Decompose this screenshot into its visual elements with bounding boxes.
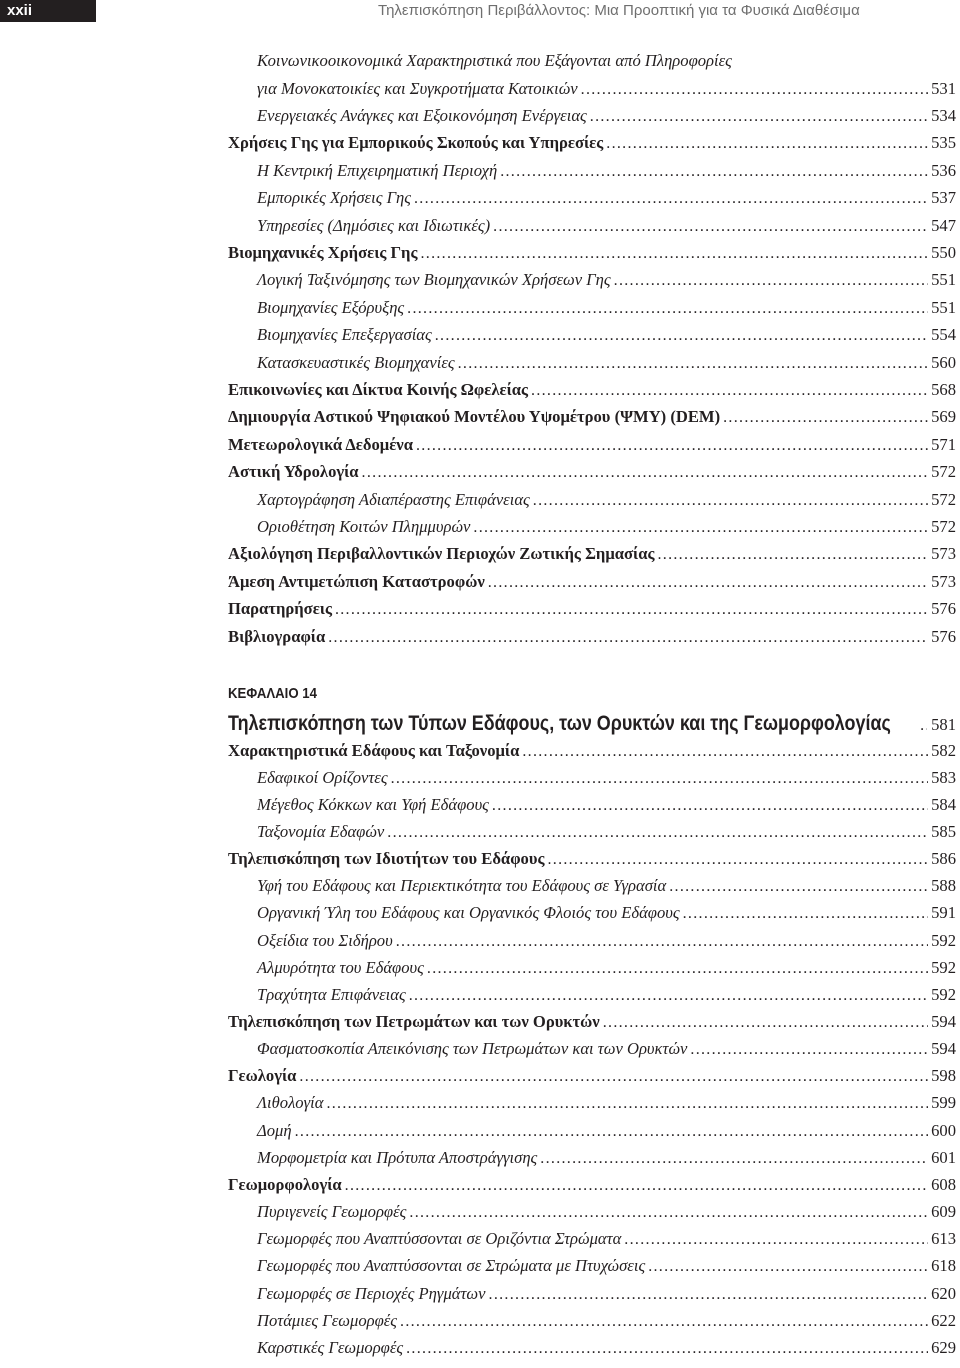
toc-entry	[228, 1010, 956, 1034]
toc-entry-title: Η Κεντρική Επιχειρηματική Περιοχή	[257, 160, 498, 180]
leader-dots	[458, 352, 929, 376]
toc-entry-title: Αξιολόγηση Περιβαλλοντικών Περιοχών Ζωτικής Σημασίας	[228, 544, 655, 564]
toc-entry-title: Υφή του Εδάφους και Περιεκτικότητα του Εδάφους σε Υγρασία	[257, 876, 667, 896]
chapter-title: Τηλεπισκόπηση των Τύπων Εδάφους, των Ορυκτών και της Γεωμορφολογίας	[228, 712, 891, 735]
toc-entry	[257, 351, 956, 375]
toc-entry-title: Τραχύτητα Επιφάνειας	[257, 984, 406, 1004]
toc-entry-page: 572	[931, 489, 956, 509]
leader-dots	[606, 132, 928, 156]
toc-entry-title: Φασματοσκοπία Απεικόνισης των Πετρωμάτων και των Ορυκτών	[257, 1039, 688, 1059]
toc-entry-page: 588	[931, 876, 956, 896]
toc-entry-page: 594	[931, 1039, 956, 1059]
leader-dots	[391, 767, 929, 791]
toc-entry-title: Ενεργειακές Ανάγκες και Εξοικονόμηση Ενέργειας	[257, 105, 587, 125]
toc-entry	[257, 1119, 956, 1143]
toc-entry	[228, 460, 956, 484]
toc-entry-title: Επικοινωνίες και Δίκτυα Κοινής Ωφελείας	[228, 379, 529, 399]
leader-dots	[326, 1092, 928, 1116]
toc-entry-page: 572	[931, 462, 956, 482]
page-number-box	[0, 0, 96, 22]
leader-dots	[345, 1174, 928, 1198]
toc-entry-page: 608	[931, 1174, 956, 1194]
toc-entry-page: 531	[931, 78, 956, 98]
toc-entry-title: Παρατηρήσεις	[228, 599, 332, 619]
leader-dots	[669, 875, 928, 899]
leader-dots	[614, 269, 928, 293]
toc-entry-title: Χρήσεις Γης για Εμπορικούς Σκοπούς και Υπηρεσίες	[228, 133, 604, 153]
toc-entry	[228, 597, 956, 621]
toc-entry-page: 600	[931, 1120, 956, 1140]
toc-entry-page: 584	[931, 794, 956, 814]
leader-dots	[540, 1147, 928, 1171]
toc-entry	[257, 323, 956, 347]
toc-entry-title: Εμπορικές Χρήσεις Γης	[257, 188, 411, 208]
toc-entry	[257, 1309, 956, 1333]
leader-dots	[420, 242, 928, 266]
toc-entry	[257, 1282, 956, 1306]
toc-entry-page: 573	[931, 571, 956, 591]
toc-entry	[257, 488, 956, 512]
toc-entry	[257, 1091, 956, 1115]
toc-entry-title: Τηλεπισκόπηση των Ιδιοτήτων του Εδάφους	[228, 849, 545, 869]
toc-entry-title: Βιομηχανίες Εξόρυξης	[257, 297, 405, 317]
leader-dots	[427, 957, 928, 981]
toc-entry-title: Αστική Υδρολογία	[228, 462, 359, 482]
toc-entry-title: Μορφομετρία και Πρότυπα Αποστράγγισης	[257, 1147, 538, 1167]
page-number: xxii	[7, 2, 33, 19]
toc-entry	[228, 570, 956, 594]
toc-entry	[228, 847, 956, 871]
toc-entry	[257, 983, 956, 1007]
toc-entry	[257, 1254, 956, 1278]
toc-entry-title: Αλμυρότητα του Εδάφους	[257, 957, 424, 977]
leader-dots	[690, 1038, 928, 1062]
toc-entry-title: Οριοθέτηση Κοιτών Πλημμυρών	[257, 516, 471, 536]
leader-dots	[473, 516, 928, 540]
toc-entry	[257, 901, 956, 925]
toc-entry	[228, 405, 956, 429]
leader-dots	[590, 105, 928, 129]
toc-entry-title: Ταξονομία Εδαφών	[257, 821, 385, 841]
toc-entry-title: Γεωμορφές σε Περιοχές Ρηγμάτων	[257, 1283, 486, 1303]
toc-entry-page: 586	[931, 849, 956, 869]
leader-dots	[522, 740, 928, 764]
leader-dots	[396, 930, 928, 954]
toc-entry-title: Τηλεπισκόπηση των Πετρωμάτων και των Ορυκτών	[228, 1012, 600, 1031]
toc-entry-page: 585	[931, 821, 956, 841]
toc-entry-page: 594	[931, 1012, 956, 1031]
toc-entry	[257, 929, 956, 953]
toc-entry-title: Δομή	[257, 1120, 292, 1140]
leader-dots	[328, 626, 928, 650]
toc-entry-title: Οξείδια του Σιδήρου	[257, 930, 393, 950]
chapter-label: ΚΕΦΑΛΑΙΟ 14	[228, 685, 317, 702]
leader-dots	[409, 984, 928, 1008]
toc-entry	[257, 515, 956, 539]
toc-entry-title: Χαρτογράφηση Αδιαπέραστης Επιφάνειας	[257, 489, 530, 509]
toc-entry	[257, 104, 956, 128]
toc-entry	[228, 739, 956, 763]
leader-dots	[531, 379, 928, 403]
leader-dots	[657, 543, 928, 567]
leader-dots	[581, 78, 928, 102]
leader-dots	[920, 717, 927, 735]
running-title: Τηλεπισκόπηση Περιβάλλοντος: Μια Προοπτική για τα Φυσικά Διαθέσιμα	[378, 2, 860, 19]
leader-dots	[492, 794, 928, 818]
toc-entry-page: 592	[931, 957, 956, 977]
chapter-page: 581	[931, 715, 956, 734]
toc-entry-title: Βιομηχανικές Χρήσεις Γης	[228, 242, 418, 262]
toc-entry-page: 618	[931, 1256, 956, 1276]
toc-entry	[257, 1146, 956, 1170]
running-header	[0, 0, 960, 24]
toc-entry-title: Μέγεθος Κόκκων και Υφή Εδάφους	[257, 794, 489, 814]
toc-entry-page: 591	[931, 903, 956, 923]
toc-entry	[228, 433, 956, 457]
toc-entry	[257, 793, 956, 817]
leader-dots	[409, 1201, 928, 1225]
toc-entry	[257, 159, 956, 183]
leader-dots	[414, 187, 928, 211]
leader-dots	[295, 1120, 929, 1144]
leader-dots	[488, 571, 928, 595]
toc-entry	[257, 874, 956, 898]
toc-entry	[228, 131, 956, 155]
leader-dots	[416, 434, 928, 458]
leader-dots	[723, 406, 928, 430]
toc-entry-page: 599	[931, 1093, 956, 1113]
toc-entry	[228, 1064, 956, 1088]
toc-entry-page: 582	[931, 740, 956, 760]
toc-entry-title: Πυριγενείς Γεωμορφές	[257, 1202, 407, 1222]
toc-entry-title: Άμεση Αντιμετώπιση Καταστροφών	[228, 571, 485, 591]
toc-entry-page: 598	[931, 1066, 956, 1086]
toc-entry-page: 550	[931, 242, 956, 262]
leader-dots	[387, 821, 928, 845]
toc-entry-title: για Μονοκατοικίες και Συγκροτήματα Κατοικιών	[257, 78, 578, 98]
toc-entry-title: Οργανική Ύλη του Εδάφους και Οργανικός Φλοιός του Εδάφους	[257, 903, 680, 923]
toc-entry-page: 554	[931, 325, 956, 345]
toc-entry-title: Μετεωρολογικά Δεδομένα	[228, 434, 413, 454]
toc-entry-page: 576	[931, 626, 956, 646]
toc-entry-page: 551	[931, 270, 956, 290]
leader-dots	[299, 1065, 928, 1089]
toc-entry-page: 535	[931, 133, 956, 153]
leader-dots	[406, 1337, 928, 1361]
leader-dots	[489, 1283, 929, 1307]
toc-entry-title: Γεωμορφολογία	[228, 1174, 342, 1194]
toc-entry-page: 534	[931, 105, 956, 125]
toc-entry-page: 592	[931, 930, 956, 950]
toc-entry-page: 583	[931, 767, 956, 787]
leader-dots	[435, 324, 928, 348]
toc-entry	[228, 542, 956, 566]
toc-entry	[257, 77, 956, 101]
toc-entry-page: 622	[931, 1310, 956, 1330]
toc-entry	[257, 820, 956, 844]
toc-entry	[257, 296, 956, 320]
toc-entry	[257, 1200, 956, 1224]
toc-entry	[257, 1037, 956, 1061]
toc-entry-page: 609	[931, 1202, 956, 1222]
toc-entry-page: 571	[931, 434, 956, 454]
toc-entry-page: 592	[931, 984, 956, 1004]
leader-dots	[624, 1228, 928, 1252]
toc-entry-page: 569	[931, 407, 956, 427]
toc-entry-page: 613	[931, 1229, 956, 1249]
toc-entry-title: Δημιουργία Αστικού Ψηφιακού Μοντέλου Υψομέτρου (ΨΜΥ) (DEM)	[228, 407, 721, 427]
toc-entry-page: 537	[931, 188, 956, 208]
toc-entry-page: 601	[931, 1147, 956, 1167]
chapter-title-row	[228, 711, 956, 737]
leader-dots	[547, 848, 928, 872]
toc-entry	[257, 186, 956, 210]
toc-entry-title: Ποτάμιες Γεωμορφές	[257, 1310, 398, 1330]
toc-entry-title: Χαρακτηριστικά Εδάφους και Ταξονομία	[228, 740, 520, 760]
toc-first-line	[257, 49, 956, 73]
toc-entry-page: 568	[931, 379, 956, 399]
leader-dots	[533, 489, 928, 513]
toc-entry-title: Υπηρεσίες (Δημόσιες και Ιδιωτικές)	[257, 215, 491, 235]
toc-entry-title: Γεωλογία	[228, 1066, 297, 1086]
toc-entry-title: Βιομηχανίες Επεξεργασίας	[257, 325, 432, 345]
toc-entry	[228, 1173, 956, 1197]
toc-entry-title: Γεωμορφές που Αναπτύσσονται σε Στρώματα με Πτυχώσεις	[257, 1256, 646, 1276]
leader-dots	[407, 297, 928, 321]
toc-entry-page: 576	[931, 599, 956, 619]
toc-entry-page: 572	[931, 516, 956, 536]
toc-entry-title: Βιβλιογραφία	[228, 626, 326, 646]
toc-entry-title: Καρστικές Γεωμορφές	[257, 1337, 404, 1357]
toc-entry-title: Γεωμορφές που Αναπτύσσονται σε Οριζόντια Στρώματα	[257, 1229, 622, 1249]
toc-entry-title: Εδαφικοί Ορίζοντες	[257, 767, 388, 787]
toc-entry	[257, 214, 956, 238]
leader-dots	[683, 902, 928, 926]
toc-entry-title: Κατασκευαστικές Βιομηχανίες	[257, 352, 455, 372]
leader-dots	[603, 1011, 928, 1035]
leader-dots	[362, 461, 929, 485]
toc-entry-page: 620	[931, 1283, 956, 1303]
toc-entry	[257, 1336, 956, 1360]
toc-entry-page: 629	[931, 1337, 956, 1357]
toc-entry-title: Κοινωνικοοικονομικά Χαρακτηριστικά που Εξάγονται από Πληροφορίες	[257, 51, 732, 70]
leader-dots	[400, 1310, 928, 1334]
leader-dots	[500, 160, 928, 184]
toc-entry	[257, 268, 956, 292]
toc-entry-page: 573	[931, 544, 956, 564]
leader-dots	[648, 1255, 928, 1279]
toc-entry-title: Λιθολογία	[257, 1093, 324, 1113]
toc-entry-title: Λογική Ταξινόμησης των Βιομηχανικών Χρήσεων Γης	[257, 270, 611, 290]
toc-entry	[257, 956, 956, 980]
toc-entry	[228, 625, 956, 649]
toc-entry	[228, 241, 956, 265]
leader-dots	[335, 598, 928, 622]
leader-dots	[493, 215, 928, 239]
toc-entry	[257, 766, 956, 790]
toc-entry	[257, 1227, 956, 1251]
toc-entry-page: 551	[931, 297, 956, 317]
toc-entry-page: 560	[931, 352, 956, 372]
toc-entry-page: 536	[931, 160, 956, 180]
toc-entry-page: 547	[931, 215, 956, 235]
toc-entry	[228, 378, 956, 402]
